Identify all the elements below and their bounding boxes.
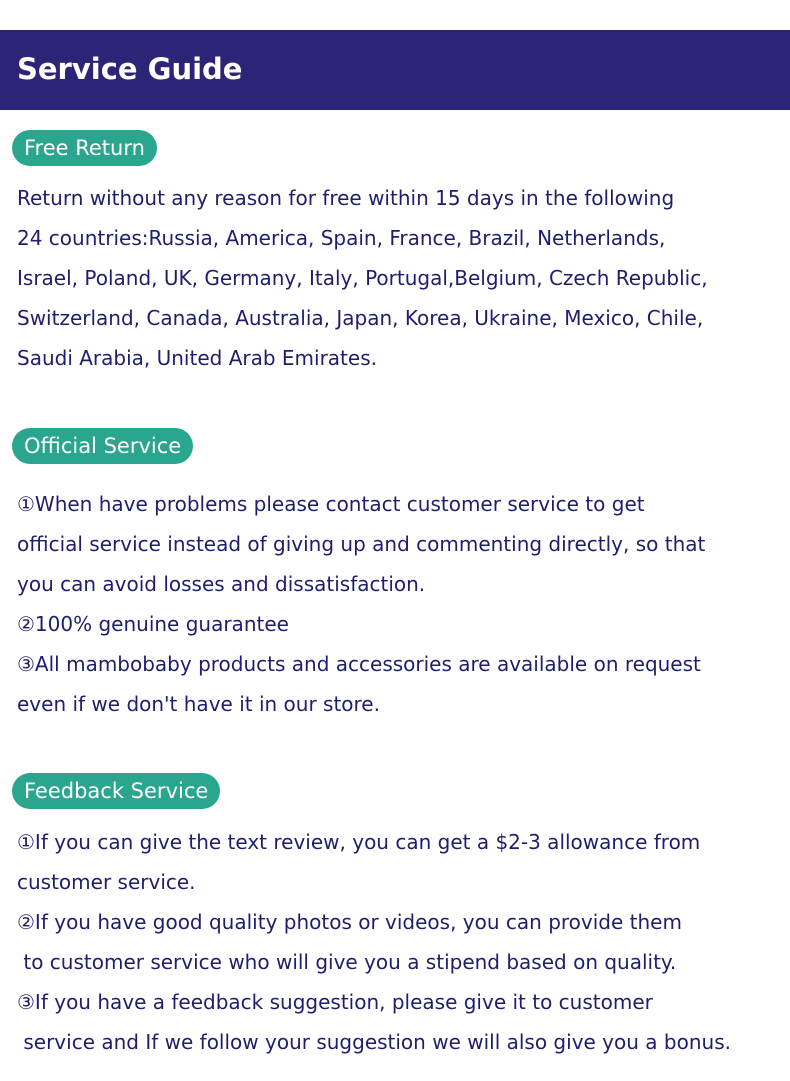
feedback-service-badge: Feedback Service: [12, 773, 220, 809]
free-return-badge: Free Return: [12, 130, 157, 166]
text-line: 24 countries:Russia, America, Spain, France, Brazil, Netherlands,: [17, 226, 666, 250]
text-line: official service instead of giving up and commenting directly, so that: [17, 532, 706, 556]
text-line: service and If we follow your suggestion we will also give you a bonus.: [17, 1030, 731, 1054]
text-line: ②100% genuine guarantee: [17, 612, 289, 636]
text-line: ③If you have a feedback suggestion, please give it to customer: [17, 990, 653, 1014]
page-header: [0, 30, 790, 110]
page-title: Service Guide: [17, 52, 243, 86]
text-line: ③All mambobaby products and accessories are available on request: [17, 652, 701, 676]
text-line: customer service.: [17, 870, 196, 894]
text-line: Switzerland, Canada, Australia, Japan, Korea, Ukraine, Mexico, Chile,: [17, 306, 704, 330]
free-return-text: [17, 178, 787, 378]
text-line: ①When have problems please contact customer service to get: [17, 492, 645, 516]
text-line: to customer service who will give you a stipend based on quality.: [17, 950, 677, 974]
official-service-text: [17, 484, 787, 724]
text-line: ②If you have good quality photos or videos, you can provide them: [17, 910, 682, 934]
text-line: ①If you can give the text review, you can get a $2-3 allowance from: [17, 830, 701, 854]
feedback-service-text: [17, 822, 787, 1062]
text-line: Return without any reason for free within 15 days in the following: [17, 186, 675, 210]
official-service-badge: Official Service: [12, 428, 193, 464]
text-line: even if we don't have it in our store.: [17, 692, 380, 716]
text-line: you can avoid losses and dissatisfaction.: [17, 572, 426, 596]
text-line: Israel, Poland, UK, Germany, Italy, Portugal,Belgium, Czech Republic,: [17, 266, 708, 290]
text-line: Saudi Arabia, United Arab Emirates.: [17, 346, 377, 370]
